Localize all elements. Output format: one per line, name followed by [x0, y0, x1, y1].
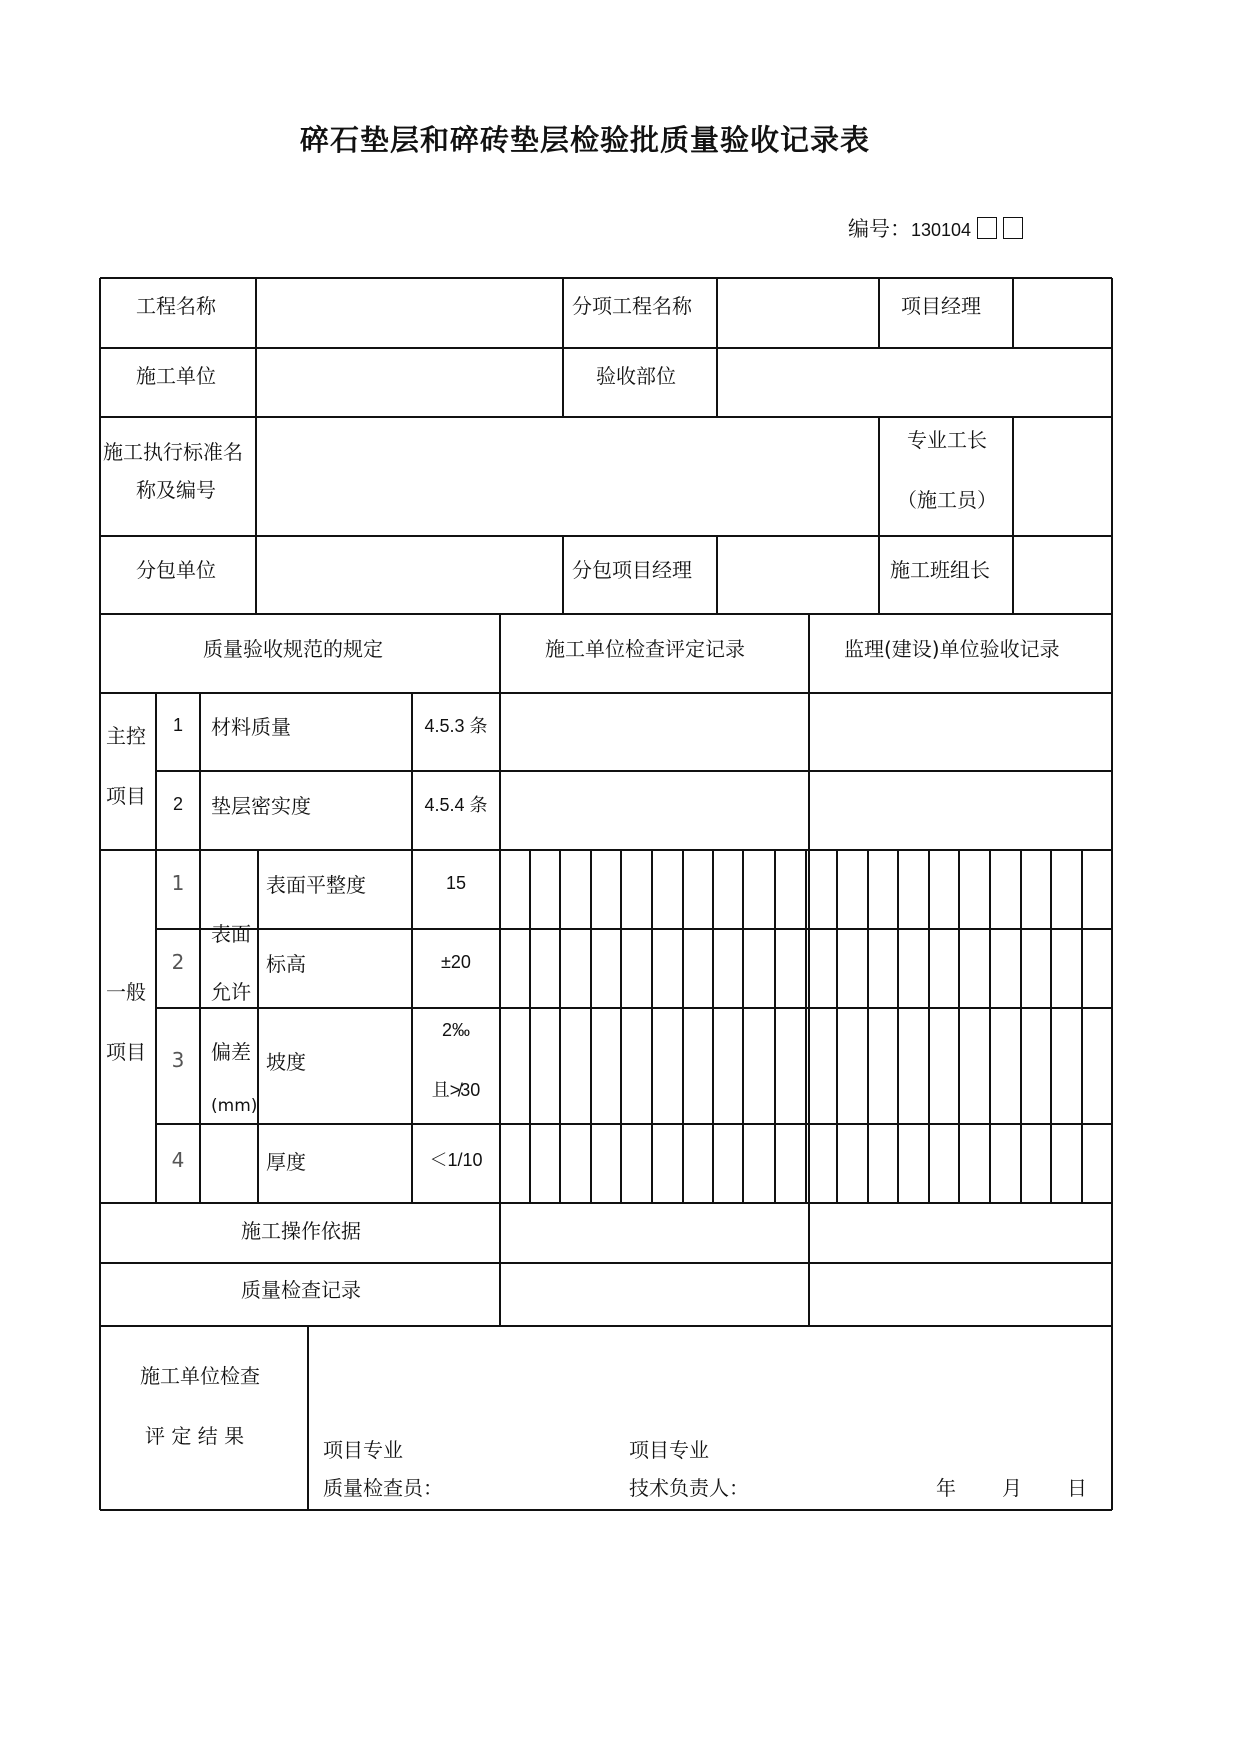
main-items-group-line2: 项目 — [106, 784, 146, 808]
surface-deviation-label-line3: 偏差 — [211, 1040, 251, 1064]
inspector-label-line2: 质量检查员： — [323, 1476, 443, 1500]
quality-record-label: 质量检查记录 — [241, 1278, 361, 1302]
grid-line — [620, 850, 622, 1203]
doc-number-box-2[interactable] — [1003, 217, 1023, 239]
general-item-1-value: 15 — [445, 873, 467, 893]
doc-number — [848, 213, 1023, 243]
inspection-part-label: 验收部位 — [596, 364, 676, 388]
main-item-2-no: 2 — [172, 794, 183, 814]
grid-line — [100, 613, 1112, 616]
grid-line — [878, 278, 880, 348]
grid-line — [562, 536, 564, 614]
date-day-label: 日 — [1067, 1476, 1087, 1500]
general-item-3-name: 坡度 — [266, 1050, 306, 1074]
grid-line — [867, 850, 869, 1203]
construction-unit-label: 施工单位 — [136, 364, 216, 388]
surface-deviation-label-line2: 允许 — [211, 980, 251, 1004]
grid-line — [100, 416, 1112, 418]
grid-line — [156, 928, 1112, 930]
project-name-label: 工程名称 — [136, 294, 216, 318]
grid-line — [716, 536, 718, 614]
grid-line — [156, 1007, 1112, 1009]
grid-line — [928, 850, 930, 1203]
doc-number-value: 130104 — [911, 220, 972, 240]
general-items-group-line2: 项目 — [106, 1040, 146, 1064]
grid-line — [1081, 850, 1083, 1203]
grid-line — [774, 850, 776, 1203]
grid-line — [100, 849, 1112, 852]
foreman-label-line2: （施工员） — [897, 488, 997, 512]
subcontractor-label: 分包单位 — [136, 558, 216, 582]
general-item-3-no: 3 — [171, 1048, 185, 1072]
grid-line — [1012, 417, 1014, 614]
general-item-4-name: 厚度 — [266, 1150, 306, 1174]
grid-line — [307, 1326, 309, 1510]
general-items-group-line1: 一般 — [106, 980, 146, 1004]
grid-line — [805, 850, 807, 1203]
grid-line — [716, 278, 718, 417]
result-label-line1: 施工单位检查 — [140, 1364, 260, 1388]
grid-line — [897, 850, 899, 1203]
result-label-line2: 评 定 结 果 — [145, 1424, 245, 1448]
inspector-label-line1: 项目专业 — [323, 1438, 403, 1462]
grid-line — [742, 850, 744, 1203]
standard-label-line2: 称及编号 — [136, 478, 216, 502]
general-item-2-no: 2 — [171, 950, 185, 974]
grid-line — [100, 277, 1112, 280]
spec-column-header: 质量验收规范的规定 — [203, 637, 383, 661]
grid-line — [100, 347, 1112, 349]
date-year-label: 年 — [936, 1476, 956, 1500]
foreman-label-line1: 专业工长 — [907, 428, 987, 452]
general-item-4-value: ＜1/10 — [429, 1150, 483, 1170]
doc-number-box-1[interactable] — [977, 217, 997, 239]
grid-line — [682, 850, 684, 1203]
general-item-3-value-line2: 且≯30 — [431, 1080, 481, 1100]
supervisor-record-column-header: 监理(建设)单位验收记录 — [844, 637, 1060, 661]
general-item-1-name: 表面平整度 — [266, 873, 366, 897]
doc-number-label: 编号： — [848, 217, 911, 241]
grid-line — [529, 850, 531, 1203]
grid-line — [100, 1325, 1112, 1328]
main-item-1-no: 1 — [172, 715, 183, 735]
main-item-1-name: 材料质量 — [211, 715, 291, 739]
grid-line — [808, 614, 810, 1326]
grid-line — [257, 850, 259, 1203]
sub-project-name-label: 分项工程名称 — [572, 294, 692, 318]
general-item-1-no: 1 — [171, 871, 185, 895]
general-item-3-value-line1: 2‰ — [441, 1020, 470, 1040]
surface-deviation-unit: (mm) — [211, 1096, 258, 1116]
grid-line — [100, 535, 1112, 537]
general-item-2-name: 标高 — [266, 952, 306, 976]
grid-line — [1012, 278, 1014, 348]
tech-lead-label-line2: 技术负责人： — [629, 1476, 749, 1500]
contractor-record-column-header: 施工单位检查评定记录 — [545, 637, 745, 661]
general-item-4-no: 4 — [171, 1148, 185, 1172]
tech-lead-label-line1: 项目专业 — [629, 1438, 709, 1462]
main-item-2-name: 垫层密实度 — [211, 794, 311, 818]
main-items-group-line1: 主控 — [106, 724, 146, 748]
project-manager-label: 项目经理 — [901, 294, 981, 318]
grid-line — [878, 417, 880, 614]
grid-line — [100, 1202, 1112, 1204]
grid-line — [562, 278, 564, 417]
grid-line — [100, 692, 1112, 695]
grid-line — [989, 850, 991, 1203]
grid-line — [590, 850, 592, 1203]
date-month-label: 月 — [1002, 1476, 1022, 1500]
grid-line — [712, 850, 714, 1203]
grid-line — [156, 770, 1112, 772]
operation-basis-label: 施工操作依据 — [241, 1219, 361, 1243]
sub-pm-label: 分包项目经理 — [572, 558, 692, 582]
grid-line — [100, 1262, 1112, 1264]
grid-line — [255, 278, 257, 614]
general-item-2-value: ±20 — [441, 952, 471, 972]
team-leader-label: 施工班组长 — [890, 558, 990, 582]
surface-deviation-label-line1: 表面 — [211, 922, 251, 946]
grid-line — [156, 1123, 1112, 1125]
grid-line — [1050, 850, 1052, 1203]
grid-line — [100, 1509, 1112, 1512]
grid-line — [958, 850, 960, 1203]
standard-label-line1: 施工执行标准名 — [103, 440, 243, 464]
grid-line — [651, 850, 653, 1203]
main-item-1-clause: 4.5.3 条 — [424, 716, 488, 736]
page-title: 碎石垫层和碎砖垫层检验批质量验收记录表 — [299, 123, 870, 157]
grid-line — [836, 850, 838, 1203]
grid-line — [1020, 850, 1022, 1203]
grid-line — [559, 850, 561, 1203]
main-item-2-clause: 4.5.4 条 — [424, 795, 488, 815]
